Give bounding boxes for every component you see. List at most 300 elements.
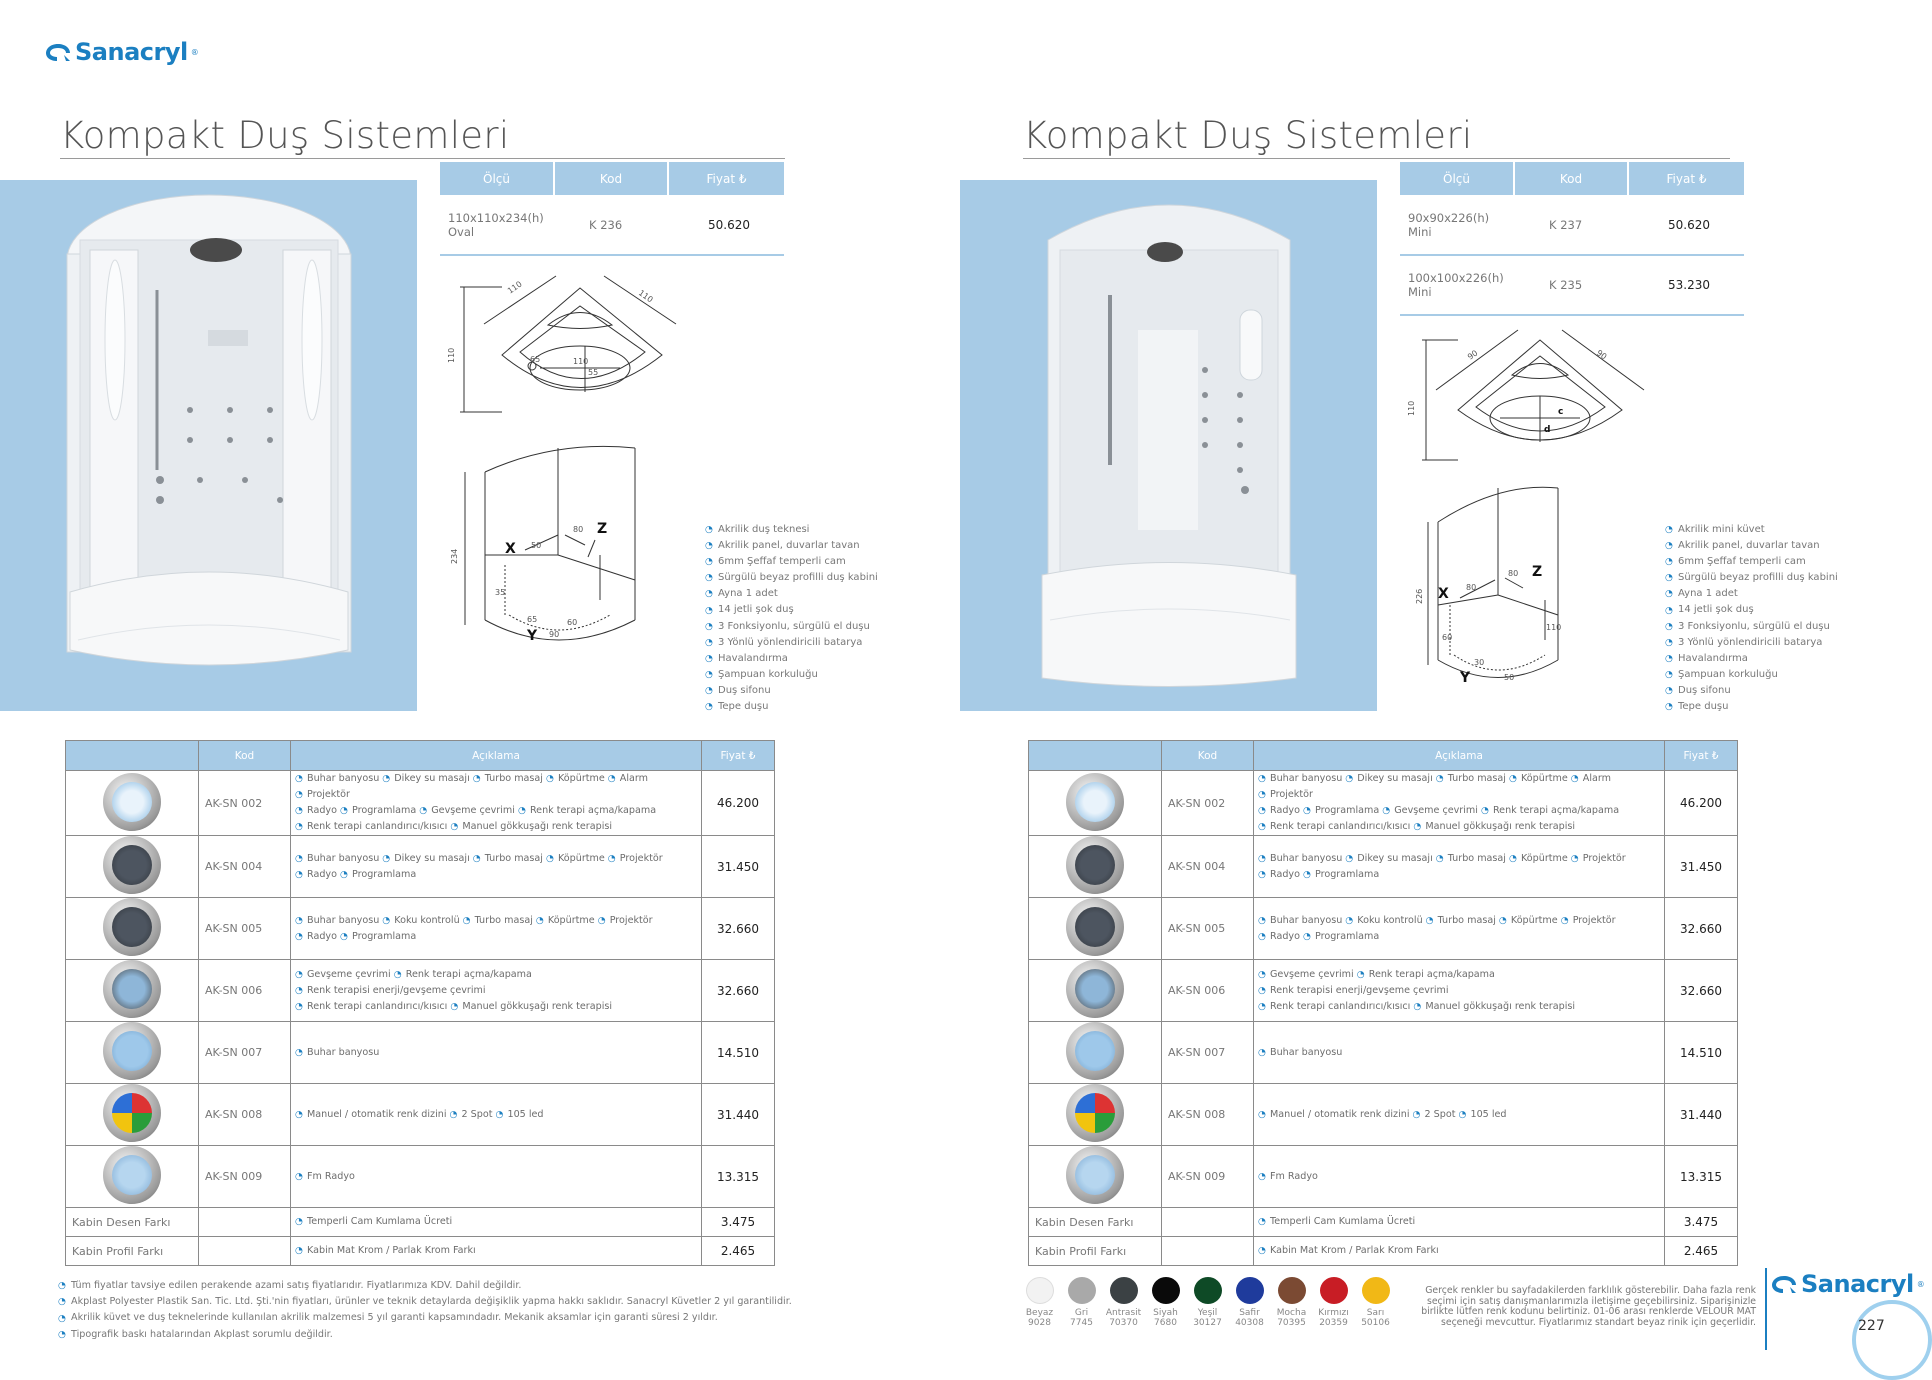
bullet-icon: ◔: [1508, 853, 1517, 864]
bullet-icon: ◔: [1356, 969, 1365, 980]
feature-tag: [1258, 803, 1300, 819]
control-panel-icon: [1066, 1146, 1124, 1204]
panel-code: AK-SN 007: [199, 1022, 291, 1084]
feature-tag: [295, 913, 379, 929]
feature-tag: [295, 983, 486, 999]
feature-tag: [295, 851, 379, 867]
price-header-desc: Açıklama: [291, 741, 702, 771]
control-panel-icon: [103, 1084, 161, 1142]
feature-tag-label: Köpürtme: [1520, 852, 1568, 864]
brand-logo-footer: [1770, 1270, 1924, 1298]
feature-tag: [1413, 1107, 1456, 1123]
swatch-code: 7745: [1070, 1318, 1093, 1328]
feature-tag-label: Renk terapi canlandırıcı/kısıcı: [1270, 1000, 1411, 1012]
feature-tag: [473, 771, 543, 787]
feature-tag: [1458, 1107, 1506, 1123]
bullet-icon: ◔: [295, 931, 303, 942]
feature-tag: [382, 771, 469, 787]
iso-dim-f: 60: [567, 618, 578, 627]
feature-tag: [1481, 803, 1619, 819]
dim-bath-width: d: [1544, 425, 1551, 435]
bullet-icon: ◔: [1258, 931, 1266, 942]
footer-note: ◔ Tipografik baskı hatalarından Akplast sorumlu değildir.: [58, 1328, 333, 1340]
swatch-code: 20359: [1319, 1318, 1348, 1328]
panel-image-cell: [66, 771, 199, 836]
feature-tag: [518, 803, 656, 819]
control-panel-price-table: [65, 740, 775, 1266]
feature-tag-label: Projektör: [1572, 914, 1616, 926]
bullet-icon: ◔: [1665, 589, 1673, 600]
swatch-name: Siyah: [1153, 1308, 1178, 1318]
feature-tag: [608, 851, 663, 867]
panel-code: AK-SN 005: [199, 898, 291, 960]
bullet-icon: ◔: [295, 822, 303, 832]
panel-description: [291, 1022, 702, 1084]
feature-tag: [382, 851, 469, 867]
table-row: [66, 1084, 775, 1146]
bullet-icon: ◔: [1665, 702, 1673, 713]
top-view-drawing: [1400, 330, 1650, 480]
table-row: [66, 1208, 775, 1237]
bullet-icon: ◔: [339, 869, 348, 880]
feature-tag-label: Köpürtme: [547, 914, 595, 926]
feature-tag-label: Programlama: [351, 868, 417, 880]
bullet-icon: ◔: [339, 806, 348, 816]
panel-price: 13.315: [1665, 1146, 1738, 1208]
feature-tag: [1258, 913, 1342, 929]
feature-tag: [1413, 999, 1575, 1015]
feature-tag: [608, 771, 648, 787]
feature-tag: [495, 1107, 543, 1123]
feature-tag-label: Projektör: [619, 852, 663, 864]
feature-tag-label: Kabin Mat Krom / Parlak Krom Farkı: [307, 1245, 476, 1256]
description-line: [1258, 867, 1664, 883]
bullet-icon: ◔: [393, 969, 402, 980]
bullet-icon: ◔: [1665, 621, 1673, 632]
feature-tag-label: Dikey su masajı: [1357, 852, 1433, 864]
brand-logo: [44, 38, 198, 66]
feature-tag: [1258, 819, 1410, 835]
feature-tag: [463, 913, 533, 929]
panel-description: [291, 960, 702, 1022]
extra-label: Kabin Profil Farkı: [1029, 1237, 1162, 1266]
feature-tag-label: Manuel / otomatik renk dizini: [307, 1108, 447, 1120]
dim-drain: 65: [530, 355, 541, 364]
feature-tag-label: Turbo masaj: [1447, 773, 1506, 784]
panel-price: 14.510: [1665, 1022, 1738, 1084]
panel-image-cell: [1029, 836, 1162, 898]
feature-tag: [1499, 913, 1558, 929]
bullet-icon: ◔: [295, 985, 303, 996]
swatch-dot: [1110, 1277, 1138, 1304]
footer-note: ◔ Tüm fiyatlar tavsiye edilen perakende azami satış fiyatlarıdır. Fiyatlarımıza KDV. Dahil değildir.: [58, 1280, 522, 1292]
feature-tag: [1258, 999, 1410, 1015]
iso-dim-a: 80: [1466, 583, 1477, 592]
feature-tag-label: Turbo masaj: [1447, 852, 1506, 864]
brand-divider: [1765, 1268, 1767, 1350]
feature-tag-label: Renk terapi açma/kapama: [405, 968, 532, 980]
control-panel-icon: [103, 898, 161, 956]
description-line: [295, 967, 701, 999]
iso-dim-b: 80: [1508, 569, 1519, 578]
table-row: [66, 836, 775, 898]
dim-width: 90: [1465, 348, 1480, 362]
panel-price: 32.660: [1665, 898, 1738, 960]
description-line: [1258, 999, 1664, 1015]
iso-height: 226: [1415, 588, 1424, 604]
bullet-icon: ◔: [58, 1281, 66, 1292]
feature-tag: [340, 803, 416, 819]
color-swatch: [1194, 1277, 1221, 1329]
control-panel-icon: [103, 773, 161, 831]
feature-tag-label: Renk terapi açma/kapama: [1492, 805, 1620, 816]
feature-tag-label: Renk terapisi enerji/gevşeme çevrimi: [307, 984, 486, 996]
iso-dim-e: 90: [549, 630, 560, 639]
panel-image-cell: [1029, 1146, 1162, 1208]
bullet-icon: ◔: [339, 931, 348, 942]
feature-tag-label: Turbo masaj: [1437, 914, 1496, 926]
feature-tag-label: Manuel gökkuşağı renk terapisi: [1425, 821, 1576, 832]
color-swatch: [1105, 1277, 1142, 1329]
spec-size: 110x110x234(h) Oval: [440, 195, 554, 255]
feature-tag: [295, 771, 379, 787]
color-swatch: [1152, 1277, 1179, 1329]
bullet-icon: ◔: [295, 969, 303, 980]
brand-name: Sanacryl: [1801, 1270, 1914, 1298]
panel-image-cell: [1029, 960, 1162, 1022]
panel-image-cell: [66, 1146, 199, 1208]
control-panel-icon: [1066, 773, 1124, 831]
bullet-icon: ◔: [1665, 541, 1673, 552]
feature-list: [1665, 522, 1838, 715]
extra-price: 2.465: [702, 1237, 775, 1266]
dim-height: 110: [447, 347, 456, 363]
feature-tag: [1258, 967, 1354, 983]
bullet-icon: ◔: [705, 605, 713, 616]
feature-tag-label: Koku kontrolü: [1357, 914, 1423, 926]
bullet-icon: ◔: [1258, 806, 1266, 816]
panel-price: 31.450: [702, 836, 775, 898]
feature-tag-label: Köpürtme: [1520, 773, 1568, 784]
bullet-icon: ◔: [1302, 931, 1311, 942]
table-row: [1029, 1146, 1738, 1208]
feature-item: ◔ Sürgülü beyaz profilli duş kabini: [1665, 572, 1838, 584]
swatch-code: 40308: [1235, 1318, 1264, 1328]
feature-tag: [1345, 851, 1432, 867]
extra-empty: [1162, 1208, 1254, 1237]
bullet-icon: ◔: [705, 621, 713, 632]
feature-tag-label: Gevşeme çevrimi: [431, 805, 515, 816]
bullet-icon: ◔: [1258, 1047, 1266, 1058]
color-swatch: [1068, 1277, 1095, 1329]
swatch-name: Safir: [1239, 1308, 1260, 1318]
feature-tag: [1509, 771, 1568, 787]
iso-dim-d: 30: [1474, 658, 1485, 667]
bullet-icon: ◔: [295, 1171, 303, 1182]
bullet-icon: ◔: [295, 806, 303, 816]
description-line: [1258, 851, 1664, 867]
color-swatch: [1026, 1277, 1053, 1329]
price-header-price: Fiyat ₺: [1665, 741, 1738, 771]
panel-code: AK-SN 007: [1162, 1022, 1254, 1084]
feature-tag: [473, 851, 543, 867]
iso-dim-f: 50: [1504, 673, 1515, 682]
swatch-code: 70370: [1109, 1318, 1138, 1328]
bullet-icon: ◔: [462, 915, 471, 926]
feature-tag-label: Projektör: [1270, 789, 1313, 800]
description-line: [1258, 913, 1664, 929]
feature-tag-label: Buhar banyosu: [1270, 1046, 1343, 1058]
spec-header-size: Ölçü: [1400, 162, 1514, 195]
bullet-icon: ◔: [1665, 605, 1673, 616]
feature-tag-label: Projektör: [307, 789, 350, 800]
panel-code: AK-SN 008: [1162, 1084, 1254, 1146]
extra-label: Kabin Profil Farkı: [66, 1237, 199, 1266]
bullet-icon: ◔: [705, 557, 713, 568]
feature-tag-label: Kabin Mat Krom / Parlak Krom Farkı: [1270, 1245, 1439, 1256]
feature-tag: [1258, 867, 1300, 883]
panel-image-cell: [1029, 771, 1162, 836]
description-line: [1258, 1107, 1664, 1123]
panel-image-cell: [1029, 1084, 1162, 1146]
color-swatch: [1362, 1277, 1389, 1329]
panel-code: AK-SN 004: [199, 836, 291, 898]
panel-code: AK-SN 002: [199, 771, 291, 836]
table-row: [1029, 898, 1738, 960]
panel-description: [1254, 836, 1665, 898]
bullet-icon: ◔: [472, 774, 481, 784]
feature-tag: [1413, 819, 1575, 835]
iso-dim-c: 35: [495, 588, 506, 597]
feature-tag: [295, 967, 391, 983]
feature-tag-label: Manuel gökkuşağı renk terapisi: [1425, 1000, 1576, 1012]
extra-price: 3.475: [1665, 1208, 1738, 1237]
feature-tag-label: Projektör: [609, 914, 653, 926]
iso-dim-d: 65: [527, 615, 538, 624]
panel-image-cell: [66, 1022, 199, 1084]
dim-bath-width: 55: [588, 368, 599, 377]
feature-item: ◔ 14 jetli şok duş: [705, 604, 794, 616]
feature-tag-label: Renk terapi açma/kapama: [529, 805, 657, 816]
footer-notes: [58, 1278, 792, 1343]
feature-tag: [1258, 771, 1342, 787]
feature-tag: [295, 1169, 355, 1185]
feature-tag: [1258, 851, 1342, 867]
feature-tag-label: Buhar banyosu: [1270, 852, 1343, 864]
feature-tag-label: Buhar banyosu: [307, 852, 380, 864]
feature-item: ◔ Havalandırma: [705, 652, 788, 664]
bullet-icon: ◔: [607, 853, 616, 864]
extra-description: [291, 1237, 702, 1266]
bullet-icon: ◔: [382, 853, 391, 864]
feature-item: ◔ Havalandırma: [1665, 652, 1748, 664]
feature-item: ◔ Akrilik mini küvet: [1665, 524, 1765, 536]
table-row: [1029, 960, 1738, 1022]
extra-empty: [199, 1237, 291, 1266]
control-panel-icon: [1066, 836, 1124, 894]
feature-tag: [382, 913, 459, 929]
feature-tag-label: Programlama: [1314, 930, 1380, 942]
description-line: [1258, 803, 1664, 819]
feature-tag: [1571, 771, 1611, 787]
spec-header-price: Fiyat ₺: [668, 162, 784, 195]
brand-reg: ®: [1916, 1279, 1925, 1289]
bullet-icon: ◔: [535, 915, 544, 926]
feature-tag-label: Buhar banyosu: [1270, 773, 1343, 784]
page-number: 227: [1858, 1318, 1885, 1334]
bullet-icon: ◔: [1258, 1246, 1266, 1256]
table-row: [1029, 1237, 1738, 1266]
feature-tag-label: Gevşeme çevrimi: [307, 968, 391, 980]
bullet-icon: ◔: [705, 653, 713, 664]
bullet-icon: ◔: [705, 573, 713, 584]
bullet-icon: ◔: [1665, 557, 1673, 568]
panel-description: [291, 836, 702, 898]
bullet-icon: ◔: [705, 541, 713, 552]
bullet-icon: ◔: [1382, 806, 1391, 816]
bullet-icon: ◔: [1508, 774, 1517, 784]
color-swatch: [1278, 1277, 1305, 1329]
bullet-icon: ◔: [1258, 1001, 1266, 1012]
swatch-dot: [1320, 1277, 1348, 1304]
bullet-icon: ◔: [1302, 869, 1311, 880]
feature-tag: [1357, 967, 1495, 983]
swatch-name: Sarı: [1366, 1308, 1385, 1318]
feature-tag-label: Programlama: [1314, 805, 1380, 816]
swatch-name: Yeşil: [1197, 1308, 1218, 1318]
feature-tag-label: Renk terapi açma/kapama: [1368, 968, 1495, 980]
feature-item: ◔ Şampuan korkuluğu: [1665, 668, 1778, 680]
feature-item: ◔ Şampuan korkuluğu: [705, 668, 818, 680]
footer-note: ◔ Akrilik küvet ve duş teknelerinde kullanılan akrilik malzemesi 5 yıl garanti kapsamındadır. Mekanik aksamlar için garanti süresi 2 yıldır.: [58, 1312, 718, 1324]
feature-list: [705, 522, 878, 715]
bullet-icon: ◔: [705, 669, 713, 680]
panel-price: 32.660: [702, 960, 775, 1022]
table-row: [1029, 1084, 1738, 1146]
brand-reg: ®: [190, 47, 199, 57]
description-line: [295, 771, 701, 803]
iso-dim-a: 50: [531, 541, 542, 550]
feature-tag: [340, 929, 416, 945]
description-line: [295, 1107, 701, 1123]
panel-code: AK-SN 006: [199, 960, 291, 1022]
feature-tag: [295, 819, 447, 835]
control-panel-price-table: [1028, 740, 1738, 1266]
feature-item: ◔ 3 Fonksiyonlu, sürgülü el duşu: [705, 620, 870, 632]
bullet-icon: ◔: [1258, 1171, 1266, 1182]
spec-code: K 235: [1514, 255, 1628, 315]
feature-tag-label: Alarm: [1582, 773, 1612, 784]
bullet-icon: ◔: [295, 1047, 303, 1058]
table-row: [1029, 1022, 1738, 1084]
feature-item: ◔ Ayna 1 adet: [705, 588, 778, 600]
feature-tag-label: Alarm: [619, 773, 649, 784]
control-panel-icon: [103, 960, 161, 1018]
dim-depth: 110: [636, 288, 655, 305]
spec-header-code: Kod: [1514, 162, 1628, 195]
bullet-icon: ◔: [450, 822, 459, 832]
panel-description: [1254, 960, 1665, 1022]
feature-item: ◔ Tepe duşu: [705, 701, 769, 713]
feature-tag-label: Gevşeme çevrimi: [1394, 805, 1478, 816]
bullet-icon: ◔: [1258, 969, 1266, 980]
bullet-icon: ◔: [1665, 685, 1673, 696]
bullet-icon: ◔: [1345, 853, 1354, 864]
bullet-icon: ◔: [295, 1109, 303, 1120]
extra-empty: [199, 1208, 291, 1237]
panel-price: 31.440: [702, 1084, 775, 1146]
feature-item: ◔ 6mm Şeffaf temperli cam: [1665, 556, 1806, 568]
feature-tag: [450, 999, 612, 1015]
feature-tag-label: Radyo: [1270, 868, 1300, 880]
left-page: [0, 0, 960, 1358]
panel-code: AK-SN 002: [1162, 771, 1254, 836]
product-photo-oval: [0, 180, 417, 711]
feature-tag-label: Radyo: [307, 930, 337, 942]
feature-tag: [1509, 851, 1568, 867]
bullet-icon: ◔: [295, 1246, 303, 1256]
panel-code: AK-SN 005: [1162, 898, 1254, 960]
control-panel-icon: [103, 836, 161, 894]
spec-header-size: Ölçü: [440, 162, 554, 195]
table-row: [66, 898, 775, 960]
feature-tag-label: Radyo: [307, 805, 337, 816]
description-line: [295, 1045, 701, 1061]
bullet-icon: ◔: [495, 1109, 504, 1120]
panel-image-cell: [66, 960, 199, 1022]
extra-description: [291, 1208, 702, 1237]
extra-price: 3.475: [702, 1208, 775, 1237]
price-header-image: [1029, 741, 1162, 771]
feature-tag: [450, 1107, 493, 1123]
spec-code: K 237: [1514, 195, 1628, 255]
color-swatch: [1320, 1277, 1347, 1329]
bullet-icon: ◔: [1665, 525, 1673, 536]
bullet-icon: ◔: [705, 525, 713, 536]
feature-tag-label: Dikey su masajı: [394, 773, 470, 784]
axis-x: X: [505, 541, 516, 557]
feature-tag: [1258, 1045, 1342, 1061]
panel-price: 31.440: [1665, 1084, 1738, 1146]
bullet-icon: ◔: [1258, 853, 1266, 864]
bullet-icon: ◔: [705, 685, 713, 696]
feature-tag: [598, 913, 653, 929]
iso-view-drawing: [445, 440, 665, 660]
spec-row: [1400, 255, 1744, 315]
panel-description: [291, 898, 702, 960]
bullet-icon: ◔: [1412, 1109, 1421, 1120]
spec-price: 53.230: [1628, 255, 1744, 315]
panel-image-cell: [66, 836, 199, 898]
feature-tag: [295, 1243, 476, 1259]
table-row: [1029, 771, 1738, 836]
feature-tag-label: Buhar banyosu: [1270, 914, 1343, 926]
feature-tag-label: Temperli Cam Kumlama Ücreti: [1270, 1216, 1416, 1227]
feature-tag: [546, 851, 605, 867]
feature-item: ◔ Tepe duşu: [1665, 701, 1729, 713]
brand-name: Sanacryl: [75, 38, 188, 66]
bullet-icon: ◔: [1413, 1001, 1422, 1012]
logo-mark-icon: [1770, 1273, 1798, 1295]
color-swatches: [1026, 1277, 1389, 1329]
panel-description: [291, 1146, 702, 1208]
panel-code: AK-SN 006: [1162, 960, 1254, 1022]
swatch-dot: [1278, 1277, 1306, 1304]
swatch-name: Beyaz: [1025, 1308, 1054, 1318]
feature-tag: [1382, 803, 1478, 819]
panel-description: [1254, 1022, 1665, 1084]
bullet-icon: ◔: [295, 774, 303, 784]
